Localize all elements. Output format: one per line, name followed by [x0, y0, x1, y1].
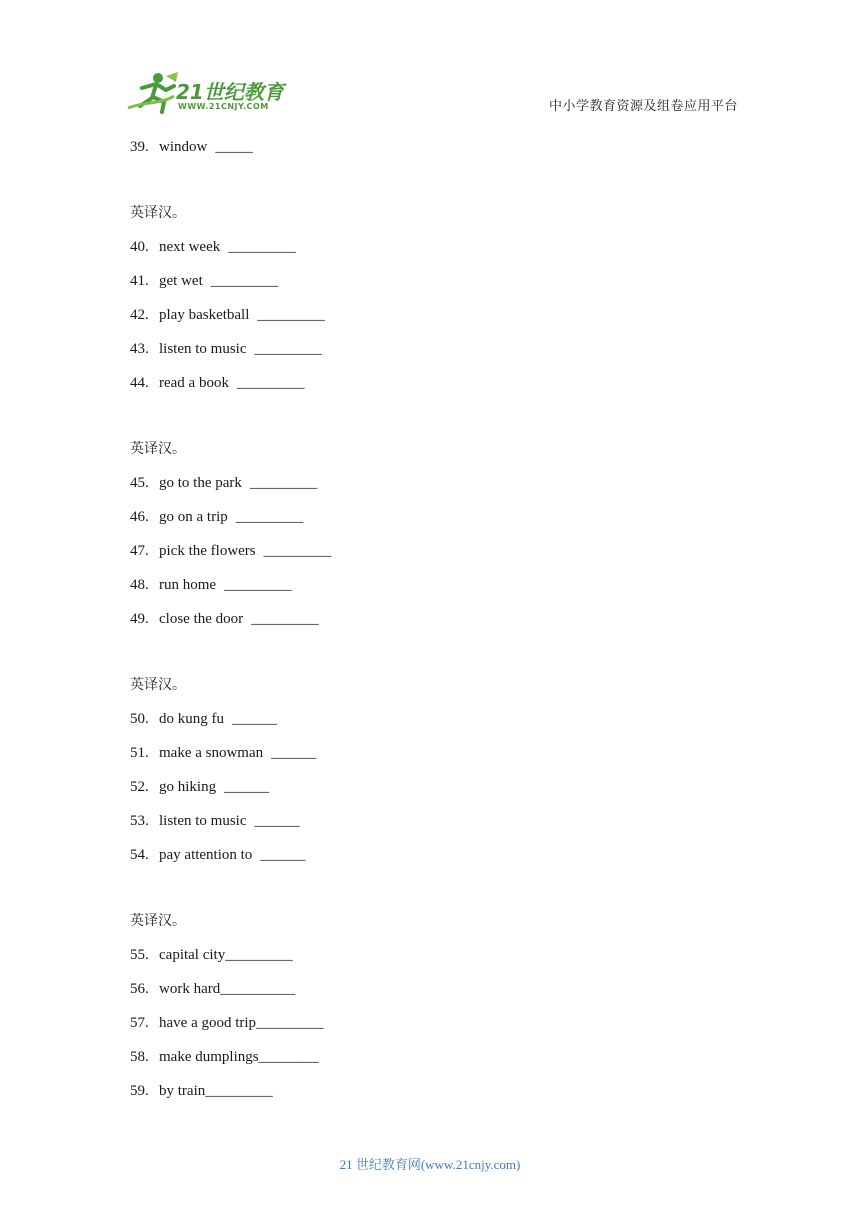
logo-text: 21世纪教育 [176, 80, 284, 104]
section-title: 英译汉。 [130, 205, 186, 221]
item-text: do kung fu [159, 711, 224, 727]
answer-blank[interactable]: _________ [254, 341, 322, 357]
list-item: 59. by train_________ [130, 1078, 750, 1112]
list-item: 51. make a snowman ______ [130, 740, 750, 774]
logo [122, 68, 292, 116]
answer-blank[interactable]: _________ [257, 307, 325, 323]
item-number: 53 [130, 813, 145, 829]
item-number: 46 [130, 509, 145, 525]
item-text: listen to music [159, 813, 247, 829]
list-item: 53. listen to music ______ [130, 808, 750, 842]
item-number: 54 [130, 847, 145, 863]
answer-blank[interactable]: _________ [210, 273, 279, 289]
list-item: 55. capital city_________ [130, 942, 750, 976]
item-text: go on a trip [159, 509, 228, 525]
answer-blank[interactable]: ______ [232, 711, 277, 727]
list-item: 58. make dumplings________ [130, 1044, 750, 1078]
answer-blank[interactable]: _________ [224, 577, 292, 593]
list-item: 56. work hard__________ [130, 976, 750, 1010]
item-number: 39 [130, 139, 145, 155]
answer-blank[interactable]: ______ [254, 813, 300, 829]
section-title: 英译汉。 [130, 441, 186, 457]
item-text: close the door [159, 611, 244, 627]
header-platform-text: 中小学教育资源及组卷应用平台 [549, 99, 739, 114]
answer-blank[interactable]: _________ [251, 611, 319, 627]
answer-blank[interactable]: ______ [260, 847, 306, 863]
list-item: 45. go to the park _________ [130, 470, 750, 504]
item-number: 50 [130, 711, 145, 727]
item-text: play basketball [159, 307, 250, 323]
list-item: 40. next week _________ [130, 234, 750, 268]
list-item: 46. go on a trip _________ [130, 504, 750, 538]
answer-blank[interactable]: _________ [249, 475, 318, 491]
item-text: window [159, 139, 208, 155]
answer-blank[interactable]: _________ [236, 375, 305, 391]
item-number: 55 [130, 947, 145, 963]
item-number: 40 [130, 239, 145, 255]
item-text: go to the park [159, 475, 242, 491]
item-number: 43 [130, 341, 145, 357]
item-number: 52 [130, 779, 145, 795]
list-item: 50. do kung fu ______ [130, 706, 750, 740]
item-text: next week [159, 239, 221, 255]
answer-blank[interactable]: _________ [228, 239, 296, 255]
item-text: go hiking [159, 779, 217, 795]
logo-subtext: WWW.21CNJY.COM [178, 102, 269, 111]
footer-text: 21 世纪教育网(www.21cnjy.com) [339, 1157, 521, 1172]
item-number: 44 [130, 375, 145, 391]
item-text: capital city_________ [159, 947, 293, 963]
item-text: have a good trip_________ [159, 1015, 324, 1031]
item-text: run home [159, 577, 217, 593]
item-text: get wet [159, 273, 203, 289]
list-item: 49. close the door _________ [130, 606, 750, 640]
item-text: work hard__________ [159, 981, 296, 997]
list-item: 52. go hiking ______ [130, 774, 750, 808]
list-item: 43. listen to music _________ [130, 336, 750, 370]
answer-blank[interactable]: _____ [215, 139, 253, 155]
item-text: listen to music [159, 341, 247, 357]
answer-blank[interactable]: ______ [224, 779, 270, 795]
list-item: 54. pay attention to ______ [130, 842, 750, 876]
answer-blank[interactable]: ______ [271, 745, 317, 761]
section-title: 英译汉。 [130, 913, 186, 929]
list-item: 48. run home _________ [130, 572, 750, 606]
item-number: 49 [130, 611, 145, 627]
list-item: 57. have a good trip_________ [130, 1010, 750, 1044]
item-text: by train_________ [159, 1083, 273, 1099]
exercise-content [130, 134, 750, 1112]
item-number: 47 [130, 543, 145, 559]
item-number: 51 [130, 745, 145, 761]
item-number: 45 [130, 475, 145, 491]
item-text: make dumplings________ [159, 1049, 319, 1065]
list-item: 42. play basketball _________ [130, 302, 750, 336]
item-text: pick the flowers [159, 543, 256, 559]
answer-blank[interactable]: _________ [235, 509, 304, 525]
item-text: pay attention to [159, 847, 253, 863]
list-item: 47. pick the flowers _________ [130, 538, 750, 572]
item-number: 56 [130, 981, 145, 997]
item-number: 57 [130, 1015, 145, 1031]
item-number: 41 [130, 273, 145, 289]
answer-blank[interactable]: _________ [263, 543, 332, 559]
item-number: 48 [130, 577, 145, 593]
list-item: 44. read a book _________ [130, 370, 750, 404]
item-number: 42 [130, 307, 145, 323]
item-number: 59 [130, 1083, 145, 1099]
item-number: 58 [130, 1049, 145, 1065]
list-item: 39. window _____ [130, 134, 750, 168]
item-text: read a book [159, 375, 229, 391]
section-title: 英译汉。 [130, 677, 186, 693]
item-text: make a snowman [159, 745, 264, 761]
list-item: 41. get wet _________ [130, 268, 750, 302]
